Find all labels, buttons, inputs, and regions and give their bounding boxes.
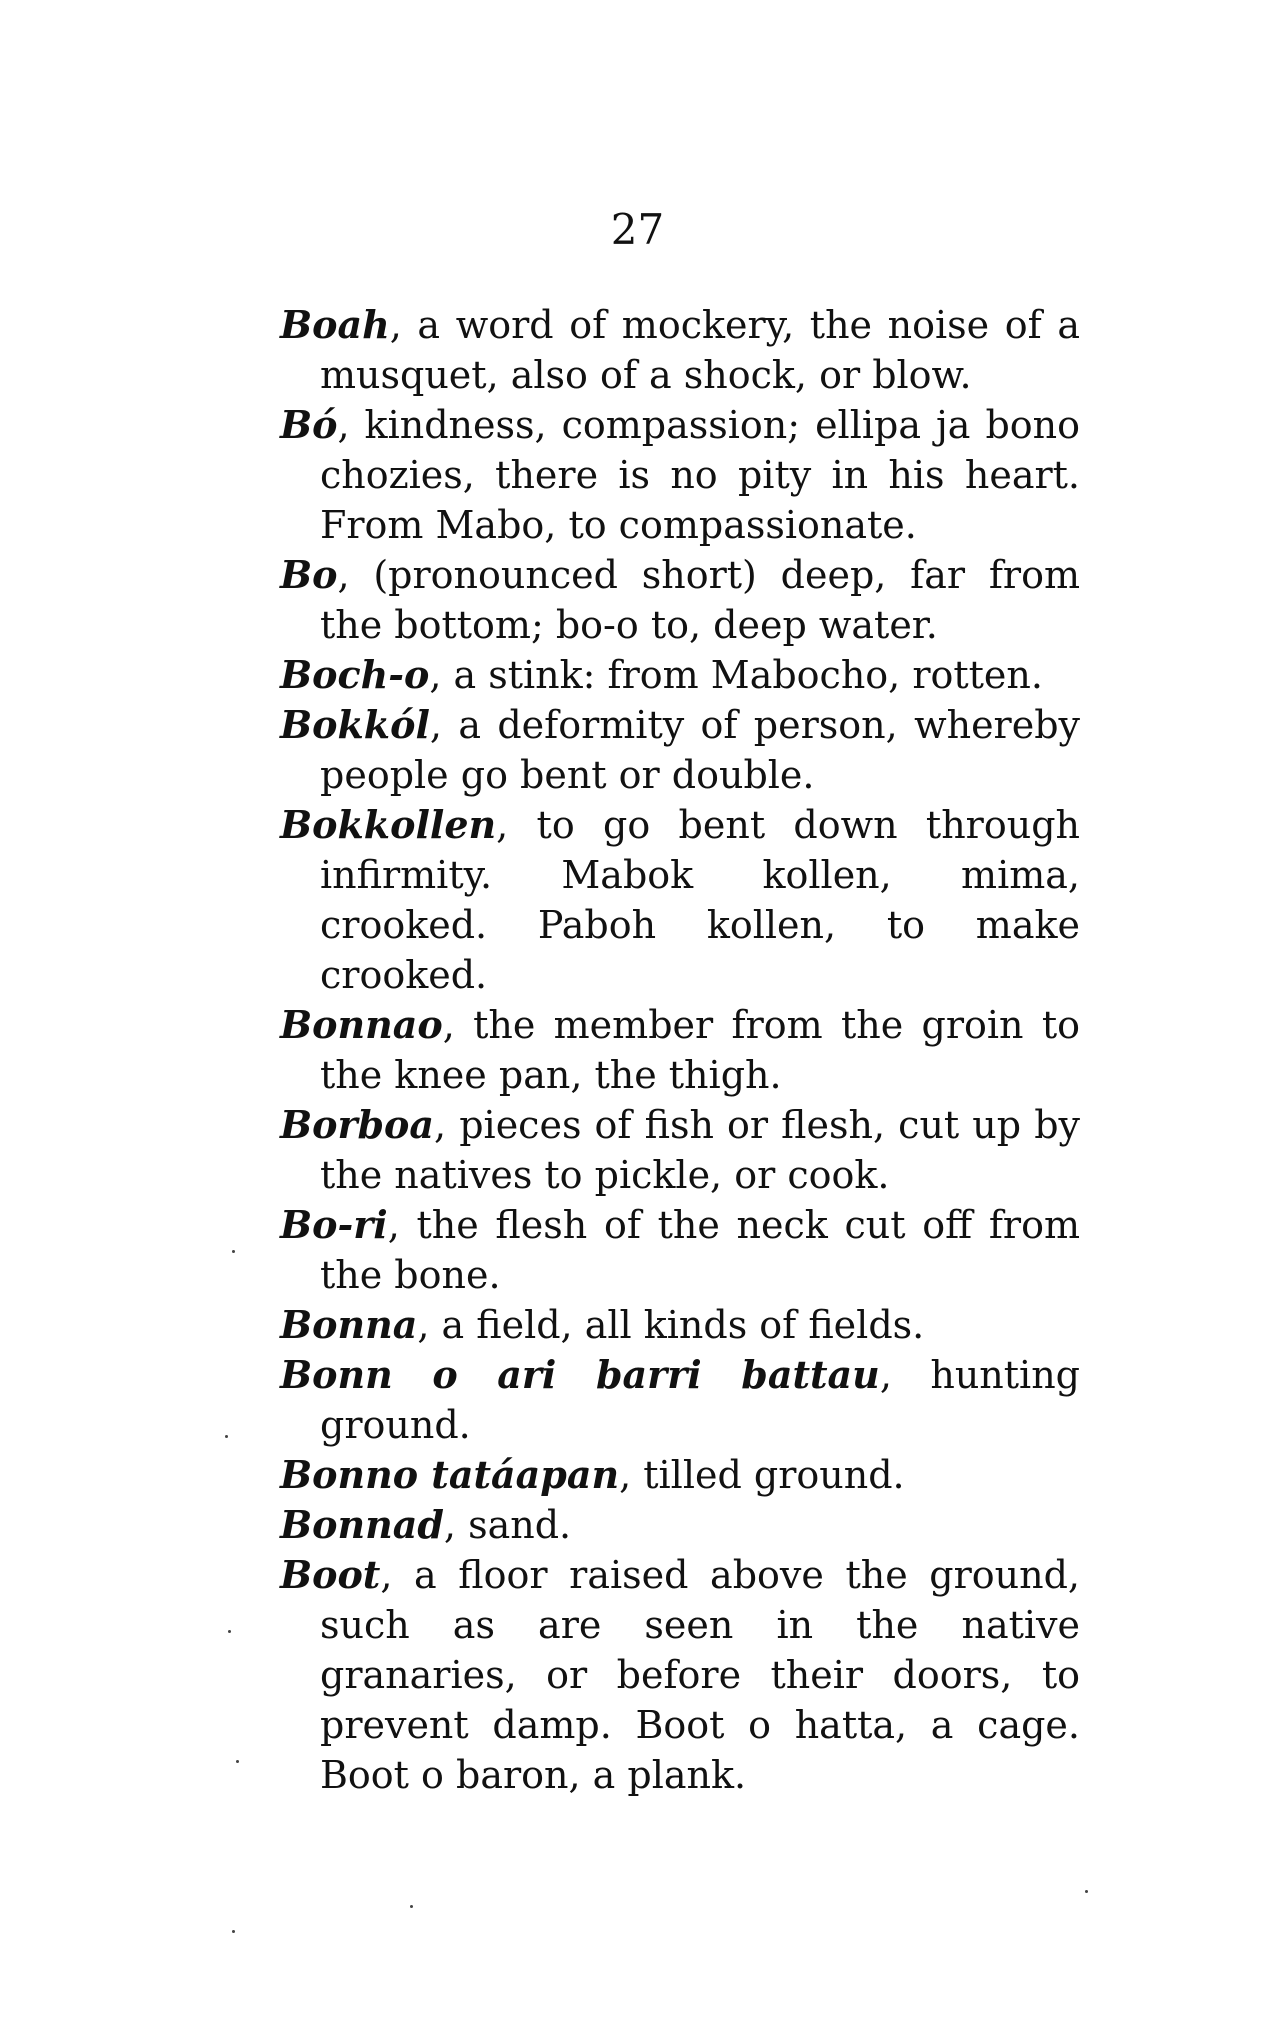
entry-bonna: [280, 1300, 1080, 1350]
entry-bonn-o-ari-barri-battau: [280, 1350, 1080, 1450]
print-speck: [236, 1760, 239, 1763]
page-number: 27: [610, 205, 665, 254]
print-speck: [232, 1250, 235, 1253]
headword: Bonno tatáapan: [280, 1452, 620, 1497]
definition: , to go bent down through infirmity. Mabok kollen, mima, crooked. Paboh kollen, to make crooked.: [320, 803, 1080, 997]
definition: , a floor raised above the ground, such as are seen in the native granaries, or before their doors, to prevent damp. Boot o hatta, a cage. Boot o baron, a plank.: [320, 1553, 1080, 1797]
entry-bonno-tataapan: [280, 1450, 1080, 1500]
headword: Borboa: [280, 1102, 435, 1147]
definition: , the flesh of the neck cut off from the bone.: [320, 1203, 1080, 1297]
entry-bokkollen: [280, 800, 1080, 1000]
entry-borboa: [280, 1100, 1080, 1200]
definition: , a word of mockery, the noise of a musquet, also of a shock, or blow.: [320, 303, 1080, 397]
entry-bo-deep: [280, 550, 1080, 650]
entry-boot: [280, 1550, 1080, 1800]
print-speck: [232, 1930, 235, 1933]
headword: Bonna: [280, 1302, 418, 1347]
entry-boch-o: [280, 650, 1080, 700]
print-speck: [225, 1435, 228, 1438]
headword: Bo: [280, 552, 338, 597]
definition: , the member from the groin to the knee pan, the thigh.: [320, 1003, 1080, 1097]
entry-bonnao: [280, 1000, 1080, 1100]
dictionary-entries: [280, 300, 1080, 1800]
print-speck: [228, 1630, 231, 1633]
headword: Bó: [280, 402, 338, 447]
entry-bo-kindness: [280, 400, 1080, 550]
headword: Boah: [280, 302, 390, 347]
headword: Bonn o ari barri battau: [280, 1352, 880, 1397]
print-speck: [1085, 1890, 1088, 1893]
print-speck: [410, 1905, 413, 1908]
definition: , tilled ground.: [619, 1453, 905, 1497]
headword: Bo-ri: [280, 1202, 388, 1247]
definition: , a field, all kinds of fields.: [417, 1303, 925, 1347]
entry-bonnad: [280, 1500, 1080, 1550]
headword: Bonnad: [280, 1502, 444, 1547]
entry-bo-ri: [280, 1200, 1080, 1300]
entry-boah: [280, 300, 1080, 400]
headword: Bokkollen: [280, 802, 497, 847]
definition: , kindness, compassion; ellipa ja bono chozies, there is no pity in his heart. From Mabo, to compassionate.: [320, 403, 1080, 547]
entry-bokkol: [280, 700, 1080, 800]
headword: Boch-o: [280, 652, 430, 697]
headword: Bokkól: [280, 702, 430, 747]
definition: , sand.: [443, 1503, 572, 1547]
definition: , pieces of fish or flesh, cut up by the natives to pickle, or cook.: [320, 1103, 1080, 1197]
definition: , a stink: from Mabocho, rotten.: [429, 653, 1043, 697]
headword: Bonnao: [280, 1002, 443, 1047]
definition: , hunting ground.: [320, 1353, 1080, 1447]
headword: Boot: [280, 1552, 381, 1597]
definition: , (pronounced short) deep, far from the bottom; bo-o to, deep water.: [320, 553, 1080, 647]
definition: , a deformity of person, whereby people go bent or double.: [320, 703, 1080, 797]
